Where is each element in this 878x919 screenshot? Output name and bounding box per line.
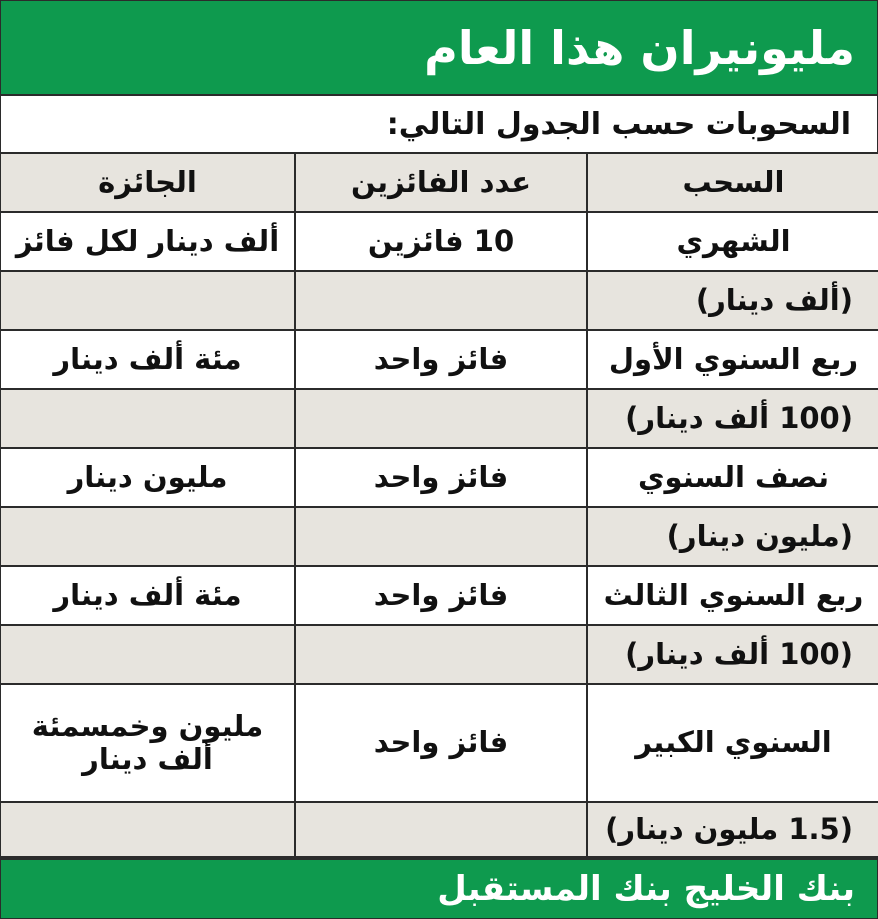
empty-cell	[1, 802, 295, 857]
draw-cell: نصف السنوي	[587, 448, 878, 507]
table-row	[1, 566, 878, 625]
empty-cell	[295, 507, 587, 566]
draw-note-cell: (مليون دينار)	[587, 507, 878, 566]
prize-line: مليون وخمسمئة	[31, 708, 264, 743]
table-row	[1, 684, 878, 802]
prize-cell: مئة ألف دينار	[1, 330, 295, 389]
footer-slogan: بنك الخليج بنك المستقبل	[437, 869, 855, 909]
prize-cell: ألف دينار لكل فائز	[1, 212, 295, 271]
table-header-row	[1, 154, 878, 212]
empty-cell	[295, 389, 587, 448]
draw-note-cell: (100 ألف دينار)	[587, 625, 878, 684]
draw-note-cell: (ألف دينار)	[587, 271, 878, 330]
column-header-winners: عدد الفائزين	[295, 154, 587, 212]
subtitle-text: السحوبات حسب الجدول التالي:	[386, 106, 851, 142]
prize-cell: مليون دينار	[1, 448, 295, 507]
table-note-row	[1, 625, 878, 684]
empty-cell	[1, 271, 295, 330]
empty-cell	[295, 625, 587, 684]
winners-cell: فائز واحد	[295, 330, 587, 389]
draw-cell: السنوي الكبير	[587, 684, 878, 802]
column-header-prize: الجائزة	[1, 154, 295, 212]
empty-cell	[295, 271, 587, 330]
draw-note-cell: (1.5 مليون دينار)	[587, 802, 878, 857]
winners-cell: فائز واحد	[295, 566, 587, 625]
draws-table	[1, 154, 878, 858]
empty-cell	[1, 625, 295, 684]
empty-cell	[1, 507, 295, 566]
title-banner	[1, 1, 877, 96]
winners-cell: فائز واحد	[295, 684, 587, 802]
empty-cell	[295, 802, 587, 857]
table-note-row	[1, 389, 878, 448]
winners-cell: فائز واحد	[295, 448, 587, 507]
table-note-row	[1, 507, 878, 566]
prize-cell	[1, 684, 295, 802]
empty-cell	[1, 389, 295, 448]
prize-cell: مئة ألف دينار	[1, 566, 295, 625]
subtitle-row	[1, 96, 877, 154]
table-row	[1, 330, 878, 389]
table-row	[1, 448, 878, 507]
draw-cell: ربع السنوي الأول	[587, 330, 878, 389]
table-row	[1, 212, 878, 271]
draw-note-cell: (100 ألف دينار)	[587, 389, 878, 448]
table-note-row	[1, 802, 878, 857]
draw-cell: ربع السنوي الثالث	[587, 566, 878, 625]
column-header-draw: السحب	[587, 154, 878, 212]
prize-line: ألف دينار	[82, 742, 213, 776]
page-title: مليونيران هذا العام	[424, 20, 855, 75]
table-note-row	[1, 271, 878, 330]
footer-banner	[1, 858, 877, 918]
draw-cell: الشهري	[587, 212, 878, 271]
winners-cell: 10 فائزين	[295, 212, 587, 271]
